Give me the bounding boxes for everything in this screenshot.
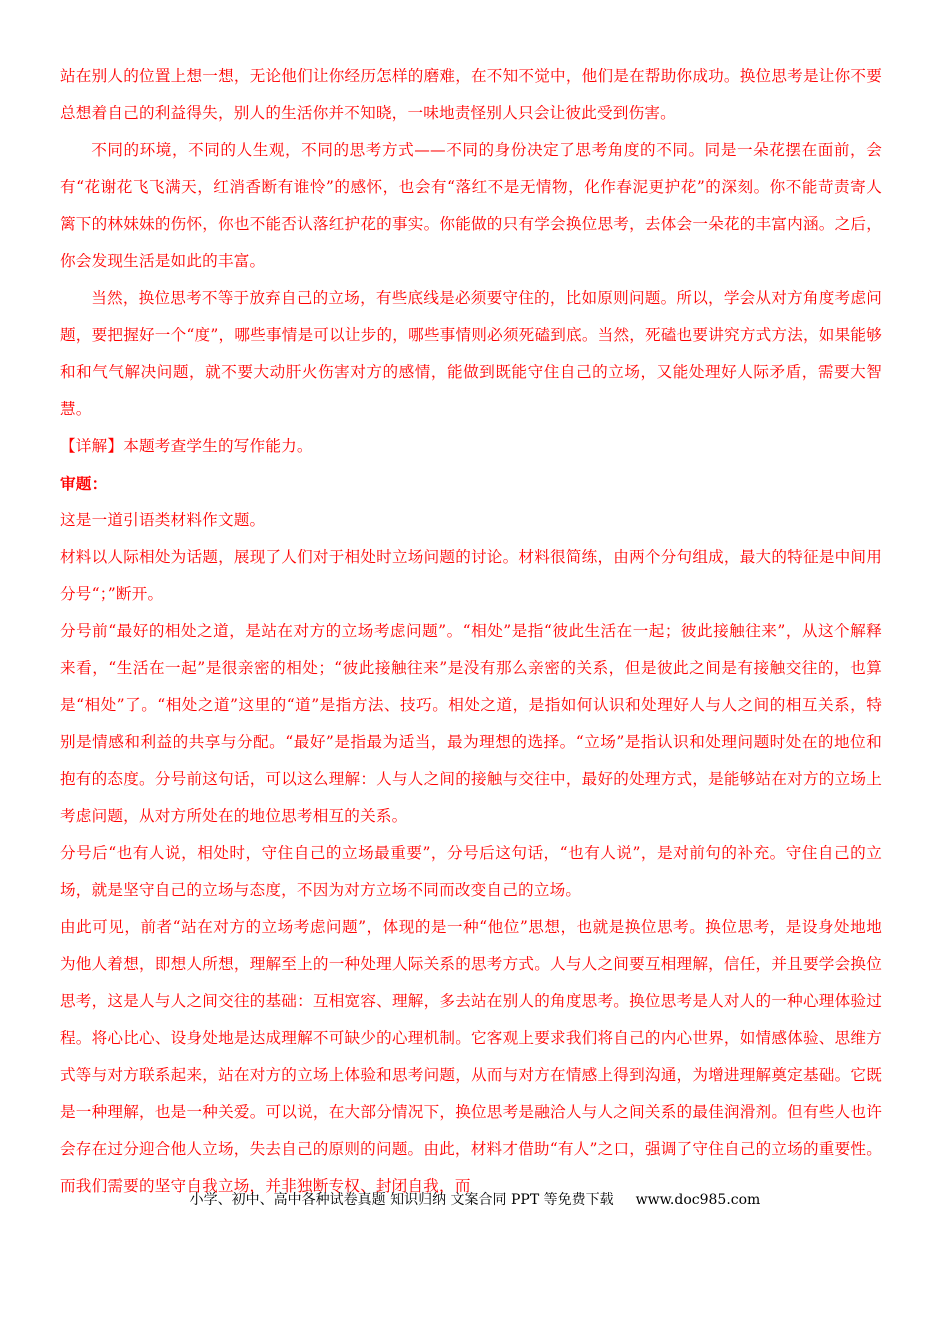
paragraph-1: 站在别人的位置上想一想，无论他们让你经历怎样的磨难，在不知不觉中，他们是在帮助你成功。换位思考是让你不要总想着自己的利益得失，别人的生活你并不知晓，一味地责怪别人只会让彼此受到伤害。 [60, 67, 882, 122]
paragraph-7: 分号后“也有人说，相处时，守住自己的立场最重要”，分号后这句话，“也有人说”，是对前句的补充。守住自己的立场，就是坚守自己的立场与态度，不因为对方立场不同而改变自己的立场。 [60, 844, 882, 899]
detail-line [60, 428, 882, 465]
paragraph-6: 分号前“最好的相处之道，是站在对方的立场考虑问题”。“相处”是指“彼此生活在一起；彼此接触往来”，从这个解释来看，“生活在一起”是很亲密的相处；“彼此接触往来”是没有那么亲密的关系，但是彼此之间是有接触交往的，也算是“相处”了。“相处之道”这里的“道”是指方法、技巧。相处之道，是指如何认识和处理好人与人之间的相互关系，特别是情感和利益的共享与分配。“最好”是指最为适当，最为理想的选择。“立场”是指认识和处理问题时处在的地位和抱有的态度。分号前这句话，可以这么理解：人与人之间的接触与交往中，最好的处理方式，是能够站在对方的立场上考虑问题，从对方所处在的地位思考相互的关系。 [60, 622, 882, 825]
paragraph-4: 这是一道引语类材料作文题。 [60, 511, 266, 529]
paragraph-8: 由此可见，前者“站在对方的立场考虑问题”，体现的是一种“他位”思想，也就是换位思考。换位思考，是设身处地地为他人着想，即想人所想，理解至上的一种处理人际关系的思考方式。人与人之间要互相理解，信任，并且要学会换位思考，这是人与人之间交往的基础：互相宽容、理解，多去站在别人的角度思考。换位思考是人对人的一种心理体验过程。将心比心、设身处地是达成理解不可缺少的心理机制。它客观上要求我们将自己的内心世界，如情感体验、思维方式等与对方联系起来，站在对方的立场上体验和思考问题，从而与对方在情感上得到沟通，为增进理解奠定基础。它既是一种理解，也是一种关爱。可以说，在大部分情况下，换位思考是融洽人与人之间关系的最佳润滑剂。但有些人也许会存在过分迎合他人立场，失去自己的原则的问题。由此，材料才借助“有人”之口，强调了守住自己的立场的重要性。而我们需要的坚守自我立场，并非独断专权、封闭自我，而 [60, 918, 882, 1195]
footer-text: 小学、初中、高中各种试卷真题 知识归纳 文案合同 PPT 等免费下载 [189, 1192, 614, 1208]
document-body [60, 58, 882, 1205]
page-footer [0, 1190, 950, 1210]
detail-tag: 【详解】 [60, 437, 124, 455]
shenti-heading: 审题： [60, 474, 108, 493]
paragraph-3: 当然，换位思考不等于放弃自己的立场，有些底线是必须要守住的，比如原则问题。所以，学会从对方角度考虑问题，要把握好一个“度”，哪些事情是可以让步的，哪些事情则必须死磕到底。当然，死磕也要讲究方式方法，如果能够和和气气解决问题，就不要大动肝火伤害对方的感情，能做到既能守住自己的立场，又能处理好人际矛盾，需要大智慧。 [60, 289, 882, 418]
footer-site-link[interactable]: www.doc985.com [635, 1192, 761, 1208]
paragraph-2: 不同的环境，不同的人生观，不同的思考方式——不同的身份决定了思考角度的不同。同是一朵花摆在面前，会有“花谢花飞飞满天，红消香断有谁怜”的感怀，也会有“落红不是无情物，化作春泥更护花”的深刻。你不能苛责寄人篱下的林妹妹的伤怀，你也不能否认落红护花的事实。你能做的只有学会换位思考，去体会一朵花的丰富内涵。之后，你会发现生活是如此的丰富。 [60, 141, 882, 270]
detail-text: 本题考查学生的写作能力。 [123, 437, 313, 455]
paragraph-5: 材料以人际相处为话题，展现了人们对于相处时立场问题的讨论。材料很简练，由两个分句组成，最大的特征是中间用分号“；”断开。 [60, 548, 882, 603]
